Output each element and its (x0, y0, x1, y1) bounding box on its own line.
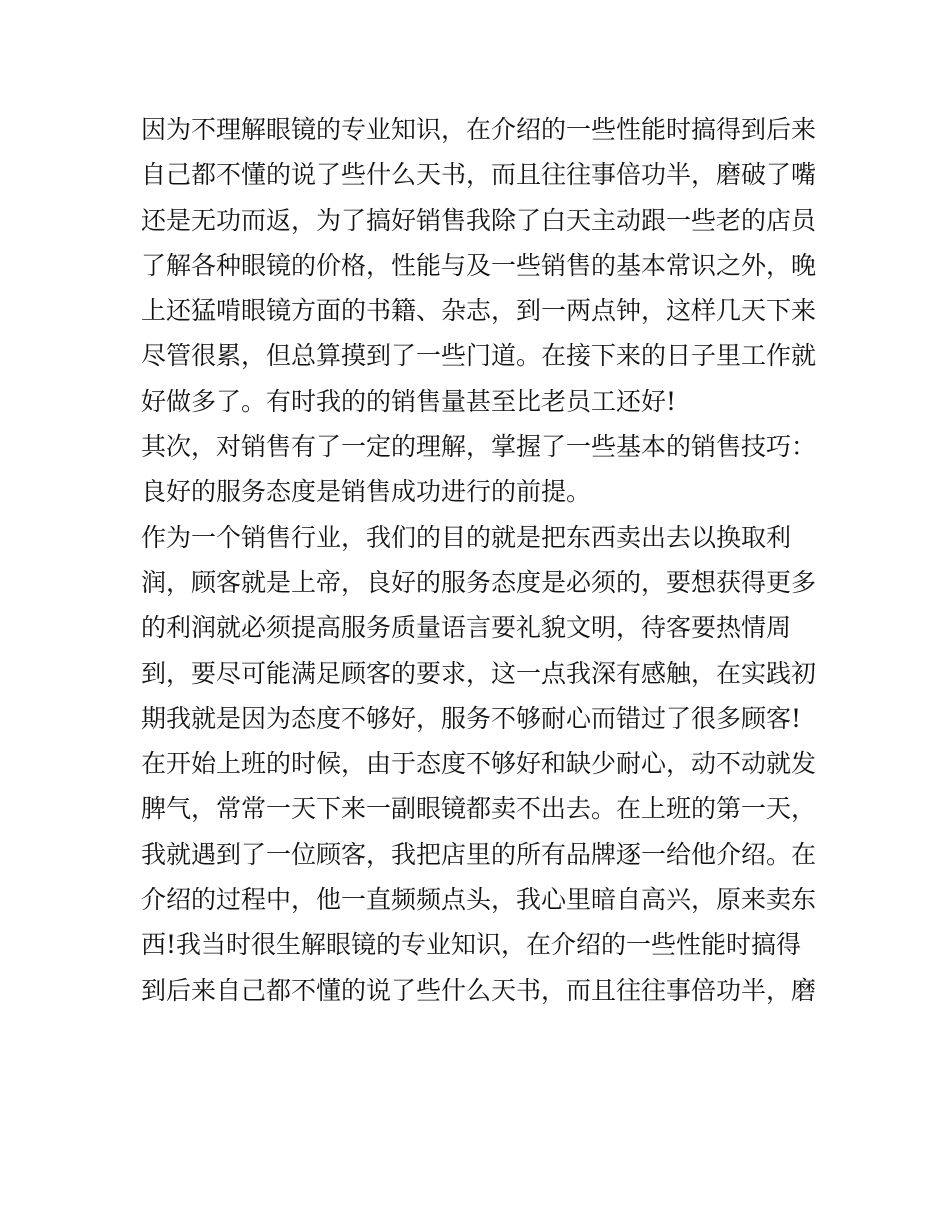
text-line: 上还猛啃眼镜方面的书籍、杂志，到一两点钟，这样几天下来 (141, 296, 817, 326)
text-line: 到，要尽可能满足顾客的要求，这一点我深有感触，在实践初 (141, 658, 817, 688)
text-line: 其次，对销售有了一定的理解，掌握了一些基本的销售技巧： (141, 432, 817, 462)
text-line: 作为一个销售行业，我们的目的就是把东西卖出去以换取利 (141, 522, 792, 552)
text-line: 良好的服务态度是销售成功进行的前提。 (141, 477, 592, 507)
text-line: 我就遇到了一位顾客，我把店里的所有品牌逐一给他介绍。在 (141, 839, 817, 869)
text-line: 润，顾客就是上帝，良好的服务态度是必须的，要想获得更多 (141, 567, 817, 597)
text-line: 的利润就必须提高服务质量语言要礼貌文明，待客要热情周 (141, 613, 792, 643)
text-line: 了解各种眼镜的价格，性能与及一些销售的基本常识之外，晚 (141, 250, 817, 280)
text-line: 西!我当时很生解眼镜的专业知识，在介绍的一些性能时搞得 (141, 930, 802, 960)
text-line: 还是无功而返，为了搞好销售我除了白天主动跟一些老的店员 (141, 205, 817, 235)
text-line: 因为不理解眼镜的专业知识，在介绍的一些性能时搞得到后来 (141, 115, 817, 144)
body-text (141, 107, 821, 1013)
text-line: 尽管很累，但总算摸到了一些门道。在接下来的日子里工作就 (141, 341, 817, 371)
text-line: 好做多了。有时我的的销售量甚至比老员工还好! (141, 386, 677, 416)
text-line: 介绍的过程中，他一直频频点头，我心里暗自高兴，原来卖东 (141, 885, 817, 915)
text-line: 在开始上班的时候，由于态度不够好和缺少耐心，动不动就发 (141, 749, 817, 779)
text-line: 期我就是因为态度不够好，服务不够耐心而错过了很多顾客! (141, 703, 802, 733)
text-line: 脾气，常常一天下来一副眼镜都卖不出去。在上班的第一天， (141, 794, 817, 824)
text-line: 到后来自己都不懂的说了些什么天书，而且往往事倍功半，磨 (141, 975, 817, 1005)
text-line: 自己都不懂的说了些什么天书，而且往往事倍功半，磨破了嘴 (141, 160, 817, 190)
